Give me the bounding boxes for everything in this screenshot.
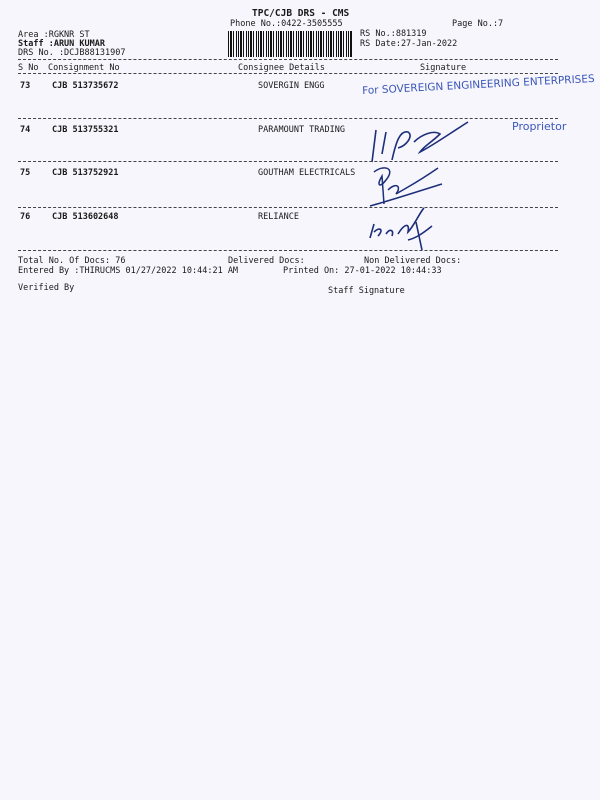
- row-sno: 73: [20, 81, 31, 91]
- row-consignee: RELIANCE: [258, 212, 299, 222]
- proprietor-stamp: Proprietor: [512, 120, 567, 133]
- staff-label: Staff :ARUN KUMAR: [18, 39, 105, 49]
- row-consignment: CJB 513755321: [52, 125, 119, 135]
- column-header-consignment: Consignment No: [48, 63, 120, 73]
- phone-number: Phone No.:0422-3505555: [230, 19, 343, 29]
- staff-signature: Staff Signature: [328, 286, 405, 296]
- report-title: TPC/CJB DRS - CMS: [252, 8, 350, 19]
- column-divider: [18, 73, 558, 74]
- row-consignment: CJB 513752921: [52, 168, 119, 178]
- header-divider: [18, 59, 558, 60]
- delivered-docs: Delivered Docs:: [228, 256, 305, 266]
- verified-by: Verified By: [18, 283, 75, 293]
- rs-date: RS Date:27-Jan-2022: [360, 39, 458, 49]
- footer-divider: [18, 250, 558, 251]
- row-divider: [18, 161, 558, 162]
- row-sno: 76: [20, 212, 31, 222]
- column-header-sno: S No: [18, 63, 39, 73]
- row-sno: 74: [20, 125, 31, 135]
- signature-paramount: [362, 112, 472, 167]
- row-divider: [18, 207, 558, 208]
- rs-number: RS No.:881319: [360, 29, 427, 39]
- total-docs: Total No. Of Docs: 76: [18, 256, 126, 266]
- row-consignment: CJB 513735672: [52, 81, 119, 91]
- row-sno: 75: [20, 168, 31, 178]
- column-header-signature: Signature: [420, 63, 467, 73]
- non-delivered-docs: Non Delivered Docs:: [364, 256, 462, 266]
- entered-by: Entered By :THIRUCMS 01/27/2022 10:44:21 AM: [18, 266, 239, 276]
- barcode: [228, 31, 353, 57]
- area-label: Area :RGKNR ST: [18, 30, 90, 40]
- row-consignment: CJB 513602648: [52, 212, 119, 222]
- signature-reliance: [364, 204, 444, 252]
- page-number: Page No.:7: [452, 19, 504, 29]
- signature-goutham: [362, 160, 447, 210]
- company-stamp: For SOVEREIGN ENGINEERING ENTERPRISES: [361, 72, 595, 98]
- row-divider: [18, 118, 558, 119]
- column-header-consignee: Consignee Details: [238, 63, 325, 73]
- row-consignee: GOUTHAM ELECTRICALS: [258, 168, 356, 178]
- printed-on: Printed On: 27-01-2022 10:44:33: [283, 266, 442, 276]
- row-consignee: SOVERGIN ENGG: [258, 81, 325, 91]
- drs-number: DRS No. :DCJB88131907: [18, 48, 126, 58]
- row-consignee: PARAMOUNT TRADING: [258, 125, 345, 135]
